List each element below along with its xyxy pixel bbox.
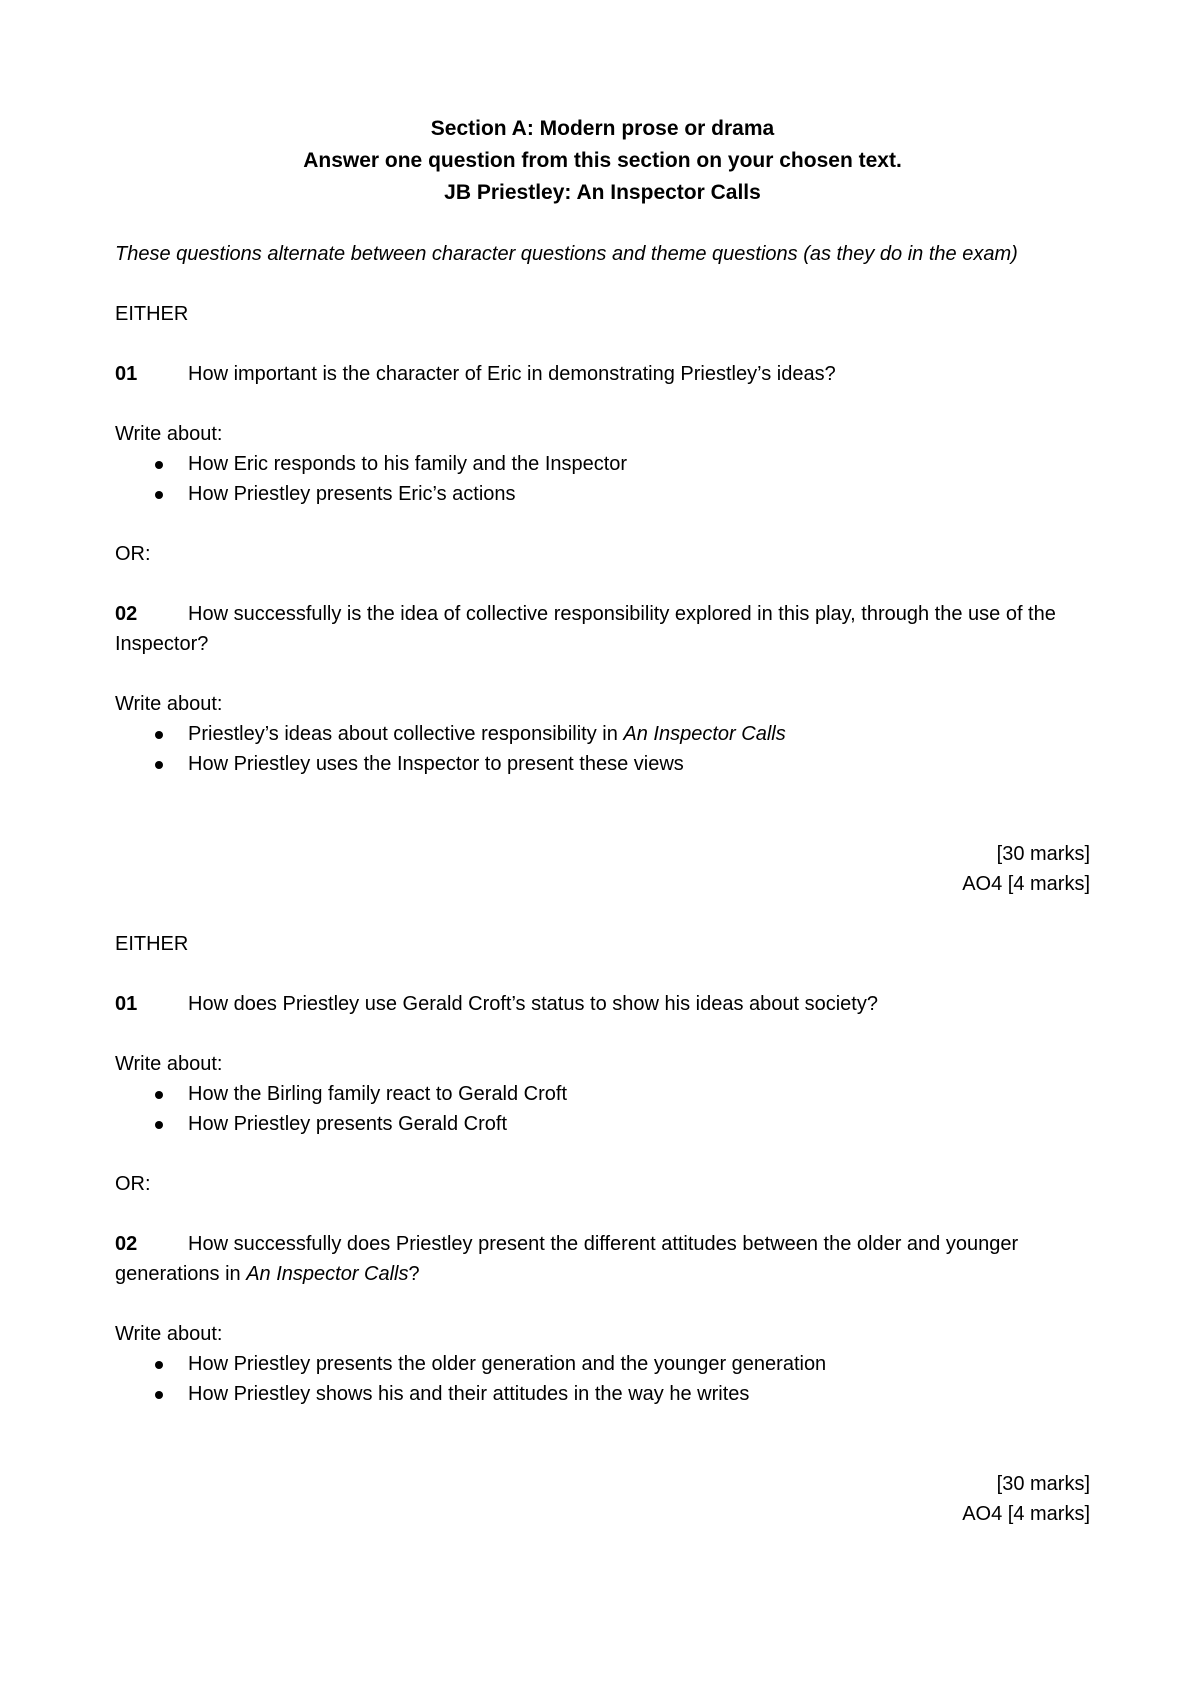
list-item: [115, 719, 1090, 749]
question-set-2: [115, 929, 1090, 1529]
or-label: OR:: [115, 1173, 151, 1195]
bullet-list: [115, 1349, 1090, 1409]
bullet-icon: [155, 1121, 163, 1129]
document-page: [115, 113, 1090, 1529]
play-title: An Inspector Calls: [246, 1263, 409, 1285]
list-item: [115, 449, 1090, 479]
either-label: EITHER: [115, 933, 189, 955]
list-item: [115, 1379, 1090, 1409]
list-item: [115, 1349, 1090, 1379]
question-number: 01: [115, 363, 138, 385]
bullet-icon: [155, 1091, 163, 1099]
play-title: An Inspector Calls: [623, 723, 786, 745]
bullet-list: [115, 449, 1090, 509]
bullet-text: How Priestley shows his and their attitudes in the way he writes: [188, 1383, 750, 1405]
question-01: [115, 989, 1090, 1019]
bullet-text: How Priestley presents Eric’s actions: [188, 483, 516, 505]
section-title: Section A: Modern prose or drama: [430, 117, 775, 140]
bullet-text: How Eric responds to his family and the Inspector: [188, 453, 628, 475]
question-01: [115, 359, 1090, 389]
question-text: How successfully is the idea of collective responsibility explored in this play, through the use of the Inspector?: [115, 603, 1056, 655]
bullet-list: [115, 1079, 1090, 1139]
bullet-icon: [155, 491, 163, 499]
ao4-marks: AO4 [4 marks]: [962, 1503, 1090, 1525]
question-text: How does Priestley use Gerald Croft’s status to show his ideas about society?: [188, 993, 878, 1015]
text-title-heading: JB Priestley: An Inspector Calls: [444, 181, 761, 204]
bullet-icon: [155, 1361, 163, 1369]
list-item: [115, 479, 1090, 509]
question-02: [115, 1229, 1090, 1289]
marks-total: [30 marks]: [996, 843, 1090, 865]
question-02: [115, 599, 1090, 659]
write-about-label: Write about:: [115, 1053, 223, 1075]
list-item: [115, 749, 1090, 779]
question-number: 02: [115, 603, 138, 625]
question-text: How important is the character of Eric in demonstrating Priestley’s ideas?: [188, 363, 836, 385]
bullet-text: Priestley’s ideas about collective responsibility in: [188, 723, 624, 745]
intro-note: These questions alternate between character questions and theme questions (as they do in the exam): [115, 243, 1018, 265]
bullet-icon: [155, 461, 163, 469]
or-label: OR:: [115, 543, 151, 565]
bullet-icon: [155, 1391, 163, 1399]
bullet-text: How the Birling family react to Gerald Croft: [188, 1083, 568, 1105]
question-number: 01: [115, 993, 138, 1015]
bullet-text: How Priestley presents the older generation and the younger generation: [188, 1353, 827, 1375]
write-about-label: Write about:: [115, 423, 223, 445]
bullet-text: How Priestley uses the Inspector to present these views: [188, 753, 684, 775]
marks-block: [115, 1469, 1090, 1529]
question-text: How successfully does Priestley present the different attitudes between the older and younger generations in: [115, 1233, 1019, 1285]
question-set-1: [115, 299, 1090, 899]
marks-total: [30 marks]: [996, 1473, 1090, 1495]
write-about-label: Write about:: [115, 693, 223, 715]
write-about-label: Write about:: [115, 1323, 223, 1345]
ao4-marks: AO4 [4 marks]: [962, 873, 1090, 895]
either-label: EITHER: [115, 303, 189, 325]
question-text-suffix: ?: [408, 1263, 420, 1285]
bullet-icon: [155, 761, 163, 769]
question-number: 02: [115, 1233, 138, 1255]
marks-block: [115, 839, 1090, 899]
bullet-icon: [155, 731, 163, 739]
list-item: [115, 1079, 1090, 1109]
bullet-list: [115, 719, 1090, 779]
list-item: [115, 1109, 1090, 1139]
instruction-heading: Answer one question from this section on your chosen text.: [303, 149, 902, 172]
bullet-text: How Priestley presents Gerald Croft: [188, 1113, 508, 1135]
